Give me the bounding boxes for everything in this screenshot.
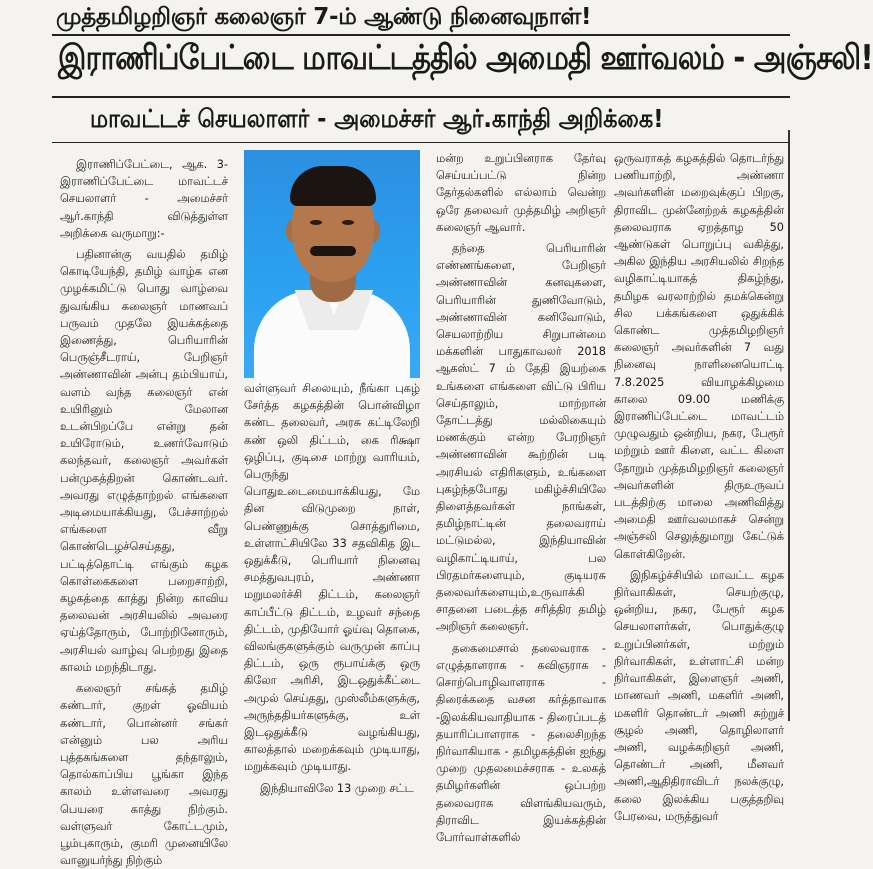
rule-sub <box>52 142 790 143</box>
paragraph: பதினான்கு வயதில் தமிழ் கொடியேந்தி, தமிழ் வாழ்க என முழக்கமிட்டு பொது வாழ்வை துவங்கிய கலைஞர் மாணவப் பருவம் முதலே இயக்கத்தை இணைத்து, பெரியாரின் பெருஞ்சீடராய், பேறிஞர் அண்ணாவின் அன்பு தம்பியாய், வளம் வந்த கலைஞர் என் உயிரினும் மேலான உடன்பிறப்பே என்று தன் உயிரோடும், உணர்வோடும் கலந்தவர், கலைஞர் அவர்கள் பன்முகத்திறன் கொண்டவர். அவரது எழுத்தாற்றல் எங்களை அடிமையாக்கியது, பேச்சாற்றல் எங்களை வீறு கொண்டெழச்செய்தது, பட்டித்தொட்டி எங்கும் கழக கொள்கைகளை பறைசாற்றி, கழகத்தை காத்து நின்ற காவிய தலைவன் அரசியலில் அவரை ஏய்த்தோரும், போற்றினோரும், அரசியல் வாழ்வு பெற்றது இதை காலம் மறந்திடாது. <box>60 248 228 674</box>
subheadline: மாவட்டச் செயலாளர் - அமைச்சர் ஆர்.காந்தி அறிக்கை! <box>90 104 664 133</box>
rule-top <box>52 34 790 36</box>
headline: இராணிப்பேட்டை மாவட்டத்தில் அமைதி ஊர்வலம் - அஞ்சலி! <box>58 38 873 78</box>
portrait-photo <box>244 150 420 378</box>
paragraph: கலைஞர் சங்கத் தமிழ் கண்டார், குறள் ஓவியம் கண்டார், பொன்னர் சங்கர் என்னும் பல அரிய புத்தகங்களை தந்தாலும், தொல்காப்பிய பூங்கா இந்த காலம் உள்ளவரை அவரது பெயரை காத்து நிற்கும். வள்ளுவர் கோட்டமும், பூம்புகாரும், குமரி முனையிலே வானுயர்ந்து நிற்கும் <box>60 682 228 868</box>
rule-mid <box>52 96 790 98</box>
paragraph: இநிகழ்ச்சியில் மாவட்ட கழக நிர்வாகிகள், செயற்குழு, ஒன்றிய, நகர, பேரூர் கழக செயலாளர்கள், பொதுக்குழு உறுப்பினர்கள், மற்றும் நிர்வாகிகள், உள்ளாட்சி மன்ற நிர்வாகிகள், இளைஞர் அணி, மாணவர் அணி, மகளிர் அணி, மகளிர் தொண்டர் அணி சுற்றுச் சூழல் அணி, தொழிலாளர் அணி, வழக்கறிஞர் அணி, தொண்டர் அணி, மீனவர் அணி,ஆதிதிராவிடர் நலக்குழு, கலை இலக்கிய பகுத்தறிவு பேரவை, மருத்துவர் <box>614 568 784 823</box>
paragraph: தகைமைசால் தலைவராக - எழுத்தாளராக - கவிஞராக - சொற்பொழிவாளராக - திரைக்கதை வசன கர்த்தாவாக -இலக்கியவாதியாக - திரைப்படத் தயாரிப்பாளராக - தலைசிறந்த நிர்வாகியாக - தமிழகத்தின் ஐந்து முறை முதலமைச்சராக - உலகத் தமிழர்களின் ஒப்பற்ற தலைவராக விளங்கியவரும், திராவிட இயக்கத்தின் போர்வாள்களில் <box>436 641 606 844</box>
adjacent-column-border <box>788 130 790 721</box>
paragraph: ஒருவராகத் கழகத்தில் தொடர்ந்து பணியாற்றி, அண்ணா அவர்களின் மறைவுக்குப் பிறகு, திராவிட முன்னேற்றக் கழகத்தின் தலைவராக ஏறத்தாழ 50 ஆண்டுகள் பொறுப்பு வகித்து, அகில இந்திய அரசியலில் சிறந்த வழிகாட்டியாகத் திகழ்ந்து, தமிழக வரலாற்றில் தமக்கென்று சில பக்கங்களை ஒதுக்கிக் கொண்ட முத்தமிழறிஞர் கலைஞர் அவர்களின் 7 வது நினைவு நாளினையொட்டி 7.8.2025 வியாழக்கிழமை காலை 09.00 மணிக்கு இராணிப்பேட்டை மாவட்டம் முழுவதும் ஒன்றிய, நகர, பேரூர் மற்றும் ஊர் கிளை, வட்ட கிளை தோறும் முத்தமிழறிஞர் கலைஞர் அவர்களின் திருஉருவப் படத்திற்கு மாலை அணிவித்து அமைதி ஊர்வலமாகச் சென்று அஞ்சலி செலுத்துமாறு கேட்டுக் கொள்கிறேன். <box>614 152 784 561</box>
paragraph: மன்ற உறுப்பினராக தேர்வு செய்யப்பட்டு நின்ற தேர்தல்களில் எல்லாம் வென்ற ஒரே தலைவர் முத்தமிழ் அறிஞர் கலைஞர் ஆவார். <box>436 152 606 234</box>
article-column-1 <box>60 156 228 868</box>
kicker-line: முத்தமிழறிஞர் கலைஞர் 7-ம் ஆண்டு நினைவுநாள்! <box>56 4 592 30</box>
article-column-2 <box>244 380 420 795</box>
eye-right <box>342 220 354 225</box>
moustache-shape <box>310 246 356 256</box>
paragraph: வள்ளுவர் சிலையும், நீங்கா புகழ் சேர்த்த கழகத்தின் பொன்விழா கண்ட தலைவர், அரசு கட்டிலேறி கண் ஒலி திட்டம், கை ரிக்ஷா ஒழிப்பு, குடிசை மாற்று வாரியம், பெருந்து பொதுஉடைமையாக்கியது, மே தின விடுமுறை நாள், பெண்ணுக்கு சொத்துரிமை, உள்ளாட்சியிலே 33 சதவிகித இட ஒதுக்கீடு, பெரியார் நினைவு சமத்துவபுரம், அண்ணா மறுமலர்ச்சி திட்டம், கலைஞர் காப்பீட்டு திட்டம், உழவர் சந்தை திட்டம், முதியோர் ஓய்வு தொகை, விலங்குகளுக்கும் வருமுன் காப்பு திட்டம், ஒரு ரூபாய்க்கு ஒரு கிலோ அரிசி, இடஒதுக்கீட்டை அமுல் செய்தது, முஸ்லீம்களுக்கு, அருந்ததியர்களுக்கு, உள் இடஒதுக்கீடு வழங்கியது, காலத்தால் மறைக்கவும் முடியாது, மறுக்கவும் முடியாது. <box>244 382 420 774</box>
hair-shape <box>290 166 376 206</box>
article-column-4 <box>614 150 784 823</box>
eye-left <box>310 220 322 225</box>
article-column-3 <box>436 150 606 844</box>
paragraph: தந்தை பெரியாரின் எண்ணங்களை, பேறிஞர் அண்ணாவின் கனவுகளை, பெரியாரின் துணிவோடும், அண்ணாவின் கனிவோடும், செயலாற்றிய சிறுபான்மை மக்களின் பாதுகாவலர் 2018 ஆகஸ்ட் 7 ம் தேதி இயற்கை உங்களை எங்களை விட்டு பிரிய செய்தாலும், மாற்றான் தோட்டத்து மல்லிகையும் மணக்கும் என்ற பேரறிஞர் அண்ணாவின் கூற்றின் படி அரசியல் எதிரிகளும், உங்களை புகழ்ந்தபோது மகிழ்ச்சியிலே திளைத்தவர்கள் நாங்கள், தமிழ்நாட்டின் தலைவராய் மட்டுமல்ல, இந்தியாவின் வழிகாட்டியாய், பல பிரதமர்களையும், குடியரசு தலைவர்களையும்,உருவாக்கி சாதனை படைத்த சரித்திர தமிழ் அறிஞர் கலைஞர். <box>436 242 606 634</box>
paragraph: இராணிப்பேட்டை, ஆக. 3- இராணிப்பேட்டை மாவட்டச் செயலாளர் - அமைச்சர் ஆர்.காந்தி விடுத்துள்ள அறிக்கை வருமாறு:- <box>60 158 228 240</box>
paragraph: இந்தியாவிலே 13 முறை சட்ட <box>260 781 414 795</box>
